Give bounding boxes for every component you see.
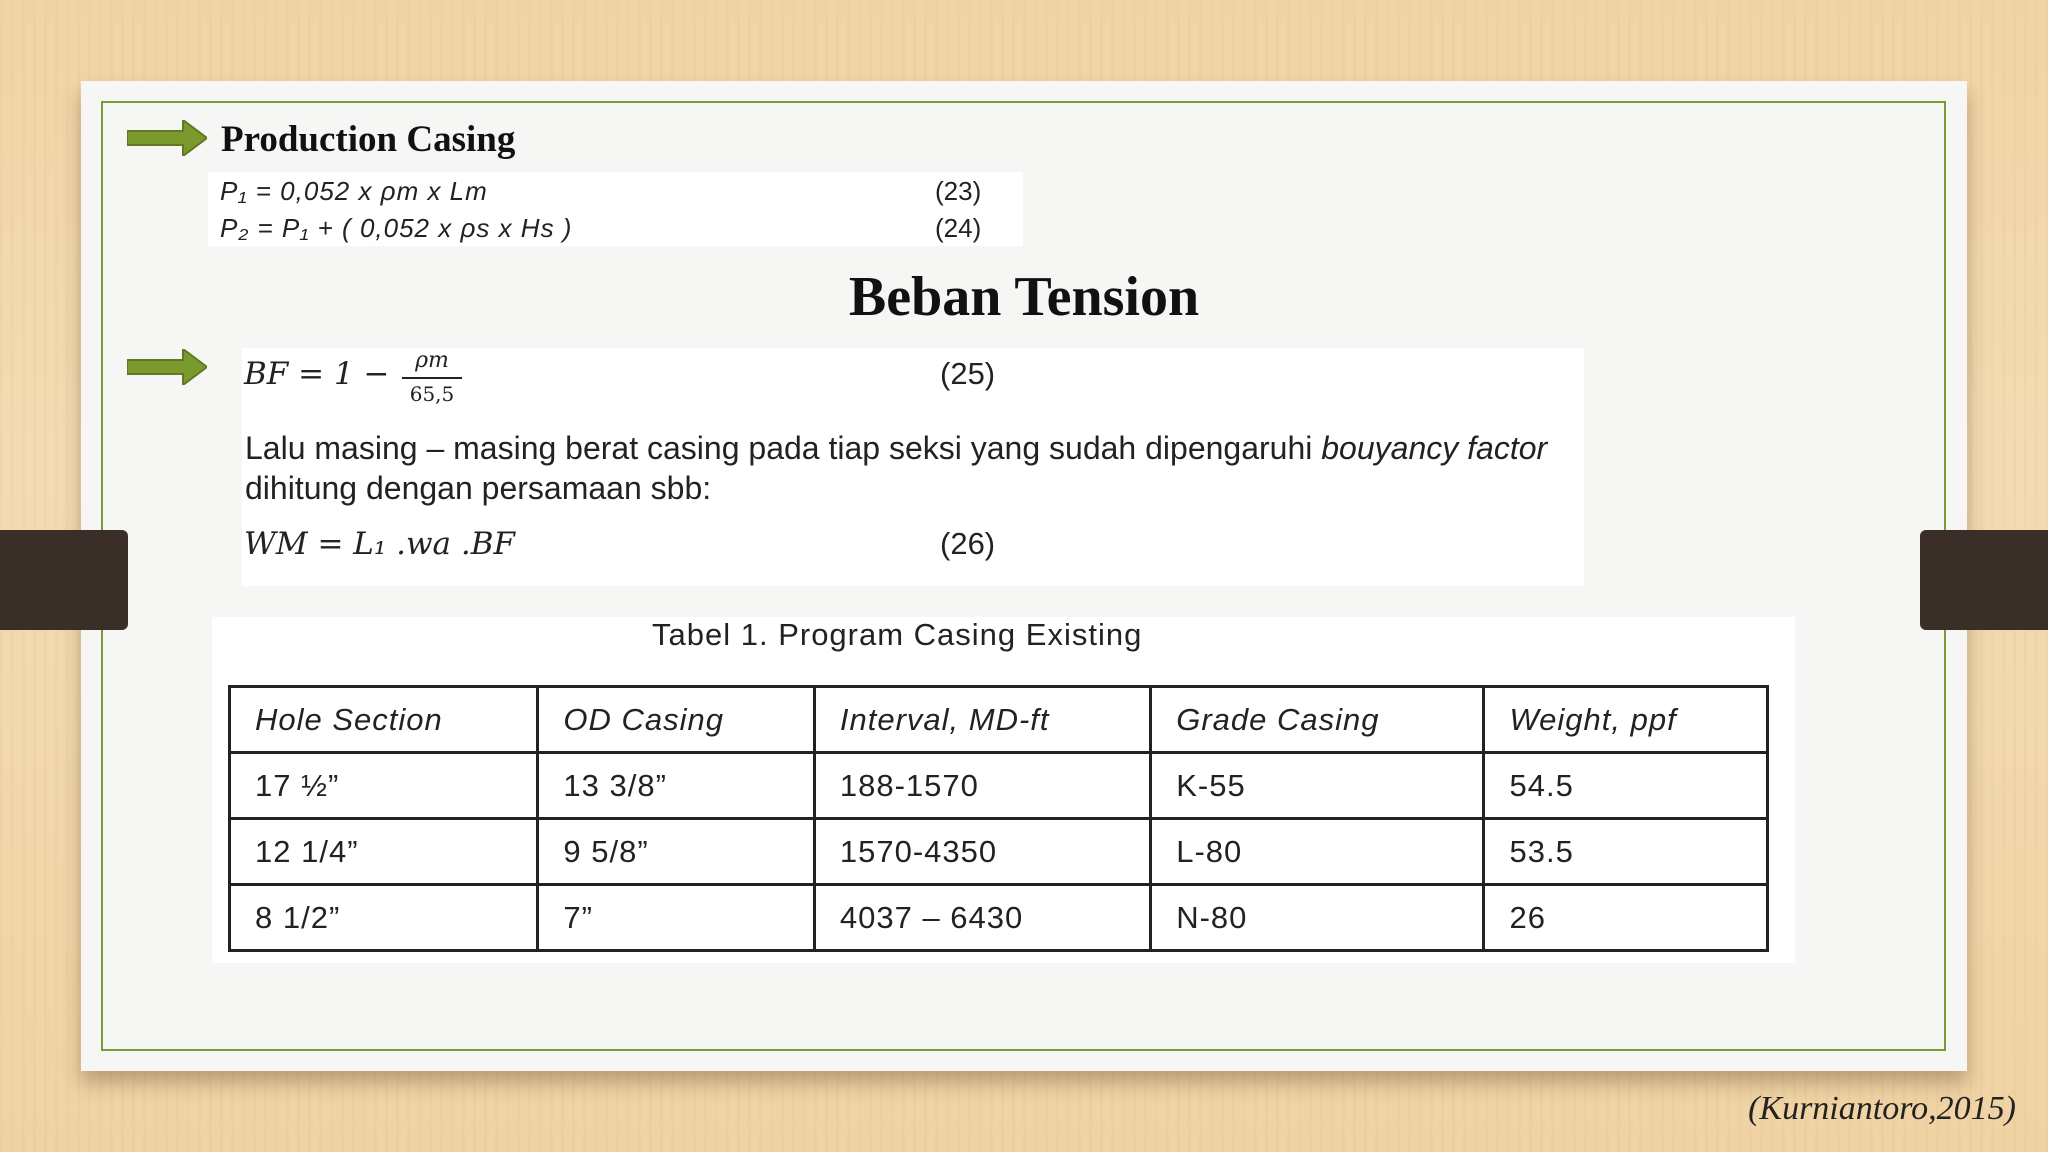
paragraph-text: Lalu masing – masing berat casing pada tiap seksi yang sudah dipengaruhi (245, 430, 1322, 466)
table-row (230, 819, 1768, 885)
table-container (212, 617, 1795, 963)
table-cell: 188-1570 (814, 753, 1150, 819)
table-row (230, 885, 1768, 951)
equation-24: P₂ = P₁ + ( 0,052 x ρs x Hs ) (220, 213, 573, 243)
wm-equation: WM = L₁ .wa .BF (244, 526, 516, 562)
header-od-casing: OD Casing (538, 687, 814, 753)
arrow-right-icon (127, 120, 207, 156)
bf-equation-lhs: BF = 1 − (244, 356, 390, 392)
left-strap (0, 530, 128, 630)
fraction-bar (402, 377, 462, 379)
casing-table (228, 685, 1769, 952)
paragraph-text-end: dihitung dengan persamaan sbb: (245, 470, 712, 506)
paragraph (245, 428, 1575, 508)
table-cell: 54.5 (1484, 753, 1768, 819)
paragraph-italic: bouyancy factor (1321, 430, 1548, 466)
equation-24-number: (24) (935, 213, 982, 243)
bf-numerator: ρm (415, 348, 449, 373)
header-hole-section: Hole Section (230, 687, 538, 753)
right-strap (1920, 530, 2048, 630)
table-cell: 53.5 (1484, 819, 1768, 885)
table-cell: 7” (538, 885, 814, 951)
table-cell: K-55 (1151, 753, 1484, 819)
table-cell: 1570-4350 (814, 819, 1150, 885)
equation-block-top (208, 172, 1023, 246)
bf-denominator: 65,5 (409, 382, 455, 406)
table-cell: 13 3/8” (538, 753, 814, 819)
table-cell: 17 ½” (230, 753, 538, 819)
equation-23-number: (23) (935, 176, 982, 206)
slide-title: Beban Tension (848, 266, 1200, 328)
table-caption: Tabel 1. Program Casing Existing (652, 617, 1143, 652)
table-header-row (230, 687, 1768, 753)
table-row (230, 753, 1768, 819)
header-weight: Weight, ppf (1484, 687, 1768, 753)
table-cell: L-80 (1151, 819, 1484, 885)
section-heading: Production Casing (221, 119, 516, 160)
table-cell: 4037 – 6430 (814, 885, 1150, 951)
table-cell: 8 1/2” (230, 885, 538, 951)
header-grade-casing: Grade Casing (1151, 687, 1484, 753)
equation-23: P₁ = 0,052 x ρm x Lm (220, 176, 488, 206)
table-cell: 12 1/4” (230, 819, 538, 885)
equation-25-number: (25) (940, 356, 996, 391)
table-cell: 26 (1484, 885, 1768, 951)
table-cell: 9 5/8” (538, 819, 814, 885)
citation: (Kurniantoro,2015) (1748, 1090, 2016, 1127)
arrow-right-icon (127, 349, 207, 385)
header-interval: Interval, MD-ft (814, 687, 1150, 753)
equation-26-number: (26) (940, 526, 996, 561)
table-cell: N-80 (1151, 885, 1484, 951)
